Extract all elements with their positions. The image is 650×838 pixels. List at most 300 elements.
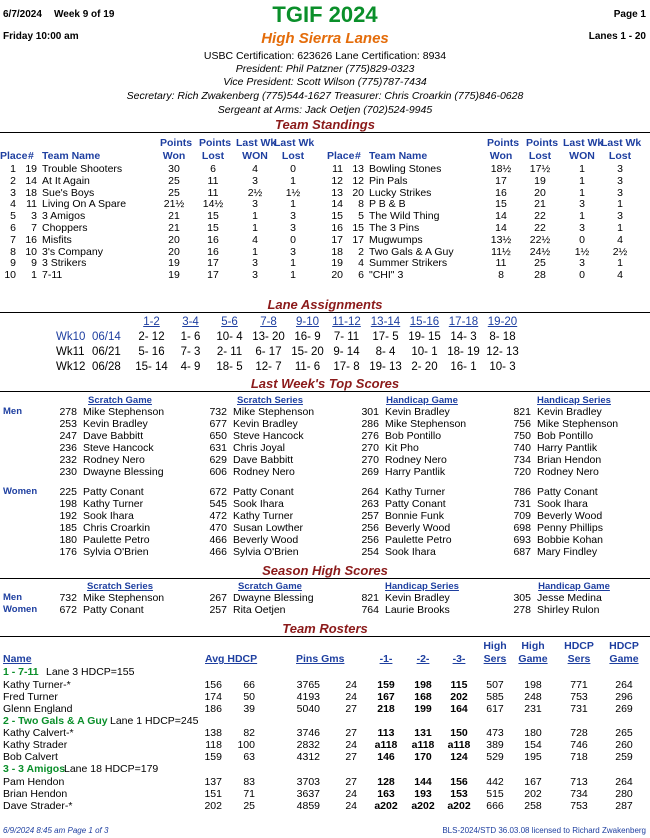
lane-matchup: 12- 13 [486, 346, 519, 358]
standing-lastwk-lost: 4 [617, 269, 623, 282]
roster-hdcp-game: 265 [615, 727, 633, 739]
col-points-won: Points [160, 137, 193, 149]
top-score-value: 176 [59, 546, 77, 558]
col-place: Place [0, 150, 28, 162]
top-score-value: 253 [59, 418, 77, 430]
top-score-value: 750 [513, 430, 531, 442]
lane-pair-header: 13-14 [370, 316, 401, 328]
standing-team-name: Bowling Stones [369, 163, 442, 175]
roster-game2: 198 [414, 678, 432, 691]
col-lastwk-lost: Last Wk [601, 137, 642, 149]
season-category: Handicap Game [538, 581, 610, 592]
roster-hdcp: 71 [243, 787, 255, 800]
standing-lastwk-won: 3 [579, 222, 585, 234]
top-score-value: 264 [361, 486, 379, 498]
roster-game3: 153 [450, 787, 468, 800]
top-score-value: 269 [361, 466, 379, 478]
top-score-bowler: Sylvia O'Brien [233, 546, 299, 558]
week-label: Week 9 of 19 [54, 9, 115, 20]
lane-matchup: 5- 16 [138, 346, 165, 358]
lane-pair-header: 17-18 [448, 316, 479, 328]
top-score-bowler: Sook Ihara [385, 546, 436, 558]
standing-lastwk-won: 3 [579, 198, 585, 211]
roster-player-name: Fred Turner [3, 690, 58, 703]
season-category: Scratch Series [86, 581, 153, 592]
col-hdcp-game: Game [609, 653, 639, 665]
roster-avg: 186 [204, 702, 222, 715]
top-score-value: 185 [59, 522, 77, 534]
roster-avg: 174 [204, 690, 222, 703]
roster-game1: 113 [377, 727, 395, 739]
roster-game1: 167 [377, 690, 395, 703]
standing-lastwk-won: 4 [252, 163, 258, 175]
standing-points-won: 15 [495, 198, 507, 211]
roster-team-info: Lane 18 HDCP=179 [64, 763, 159, 775]
standing-points-lost: 16 [207, 245, 219, 258]
standing-lastwk-won: 1½ [574, 245, 590, 258]
standing-lastwk-lost: 3 [617, 163, 623, 175]
top-score-bowler: Harry Pantlik [385, 466, 446, 478]
roster-pins: 5040 [296, 702, 320, 715]
standing-place: 18 [331, 245, 343, 258]
roster-games: 24 [345, 739, 357, 751]
roster-team-title: 3 - 3 Amigos [3, 763, 66, 775]
top-score-value: 734 [513, 454, 531, 466]
standing-team-name: Misfits [42, 233, 72, 246]
season-value: 732 [59, 592, 77, 604]
roster-game1: 163 [377, 787, 395, 800]
col-name: Name [3, 653, 32, 665]
vice-president: Vice President: Scott Wilson (775)787-7434 [223, 76, 427, 88]
lanes-range: Lanes 1 - 20 [588, 31, 646, 42]
standing-points-lost: 11 [207, 186, 219, 199]
lane-pair-header: 19-20 [487, 316, 518, 328]
roster-hdcp-series: 746 [570, 739, 588, 751]
standing-points-lost: 16 [207, 233, 219, 246]
standing-team-number: 15 [352, 222, 364, 234]
top-score-value: 732 [209, 406, 227, 418]
footer-print-date: 6/9/2024 8:45 am Page 1 of 3 [3, 826, 109, 835]
top-score-value: 756 [513, 418, 531, 430]
col-lastwk-won: WON [569, 150, 595, 162]
lane-pair-header: 9-10 [295, 316, 320, 328]
standing-points-won: 21½ [163, 198, 185, 211]
divider [0, 636, 650, 637]
lane-pair-header: 5-6 [221, 316, 238, 328]
col-lastwk-lost: Last Wk [274, 137, 315, 149]
top-score-bowler: Patty Conant [83, 486, 144, 498]
roster-high-game: 198 [524, 678, 542, 691]
roster-game2: 144 [414, 775, 432, 788]
top-score-bowler: Beverly Wood [233, 534, 299, 546]
top-score-bowler: Chris Joyal [233, 442, 285, 454]
section-team-rosters: Team Rosters [282, 621, 368, 636]
standing-team-name: P B & B [369, 198, 406, 211]
standing-place: 11 [332, 163, 343, 175]
top-score-bowler: Rodney Nero [233, 466, 295, 478]
standing-team-number: 7 [31, 222, 37, 234]
top-score-bowler: Harry Pantlik [537, 442, 598, 454]
sergeant-at-arms: Sergeant at Arms: Jack Oetjen (702)524-9945 [217, 104, 433, 116]
roster-high-series: 585 [486, 690, 504, 703]
col-game1: -1- [379, 653, 393, 665]
standing-lastwk-won: 3 [252, 198, 258, 211]
certification: USBC Certification: 623626 Lane Certification: 8934 [203, 50, 447, 62]
top-score-value: 698 [513, 522, 531, 534]
lane-pair-header: 11-12 [332, 316, 361, 328]
roster-game3: a118 [447, 739, 471, 751]
top-score-bowler: Patty Conant [385, 498, 446, 510]
top-score-bowler: Kevin Bradley [385, 406, 450, 418]
roster-games: 27 [345, 702, 357, 715]
top-score-value: 466 [209, 534, 227, 546]
top-score-category: Scratch Series [236, 395, 303, 406]
lane-pair-header: 7-8 [260, 316, 277, 328]
standing-points-won: 21 [168, 210, 180, 223]
roster-hdcp: 100 [237, 739, 255, 751]
standing-place: 4 [10, 198, 16, 211]
standing-team-number: 18 [25, 186, 37, 199]
standing-points-lost: 21 [534, 198, 546, 211]
standing-place: 13 [331, 186, 343, 199]
top-score-value: 254 [361, 546, 379, 558]
standing-team-number: 4 [358, 257, 364, 270]
lane-matchup: 12- 7 [255, 361, 282, 373]
season-value: 821 [361, 592, 379, 604]
standing-lastwk-lost: 3 [290, 222, 296, 234]
standing-place: 14 [331, 198, 343, 211]
lane-matchup: 19- 15 [408, 331, 441, 343]
roster-games: 27 [345, 727, 357, 739]
roster-high-series: 507 [486, 678, 504, 691]
col-avg-hdcp: Avg HDCP [205, 653, 258, 665]
standing-place: 16 [331, 222, 343, 234]
top-score-bowler: Kathy Turner [385, 486, 446, 498]
roster-hdcp: 66 [243, 678, 255, 691]
standing-points-won: 8 [498, 269, 504, 282]
standing-points-won: 20 [168, 245, 180, 258]
standing-lastwk-lost: 1 [617, 257, 623, 270]
standing-lastwk-won: 3 [252, 269, 258, 282]
standing-place: 7 [10, 233, 16, 246]
roster-game2: 168 [414, 690, 432, 703]
standing-points-lost: 22½ [529, 233, 551, 246]
col-lastwk-lost: Lost [281, 150, 305, 162]
standing-points-lost: 19 [534, 174, 546, 187]
top-score-bowler: Susan Lowther [233, 522, 304, 534]
top-score-bowler: Sook Ihara [537, 498, 588, 510]
lane-matchup: 16- 1 [450, 361, 477, 373]
lane-matchup: 19- 13 [369, 361, 402, 373]
top-score-value: 286 [361, 418, 379, 430]
roster-hdcp: 63 [243, 751, 255, 763]
roster-hdcp-series: 731 [570, 702, 588, 715]
lane-matchup: 10- 3 [489, 361, 516, 373]
standing-team-number: 14 [25, 174, 37, 187]
top-score-bowler: Rodney Nero [385, 454, 447, 466]
roster-player-name: Kathy Strader [3, 739, 68, 751]
standing-team-number: 6 [358, 269, 364, 282]
standing-points-lost: 17½ [529, 163, 551, 175]
roster-games: 27 [345, 775, 357, 788]
standing-team-number: 19 [25, 163, 37, 175]
standing-team-number: 9 [31, 257, 37, 270]
standing-points-lost: 24½ [529, 245, 551, 258]
standing-place: 8 [10, 245, 16, 258]
women-label: Women [3, 486, 38, 497]
standing-team-number: 1 [31, 269, 37, 282]
top-score-value: 198 [59, 498, 77, 510]
standing-team-number: 16 [25, 233, 37, 246]
col-points-won: Points [487, 137, 520, 149]
roster-hdcp-game: 264 [615, 775, 633, 788]
season-value: 764 [361, 604, 379, 616]
col-points-won: Won [162, 150, 186, 162]
top-score-value: 786 [513, 486, 531, 498]
top-score-category: Handicap Series [537, 395, 611, 406]
standing-team-name: Two Gals & A Guy [369, 245, 454, 258]
top-score-bowler: Paulette Petro [385, 534, 452, 546]
top-score-value: 180 [59, 534, 77, 546]
roster-game1: 159 [377, 678, 395, 691]
roster-hdcp: 83 [243, 775, 255, 788]
page-number: Page 1 [613, 9, 646, 20]
roster-games: 27 [345, 751, 357, 763]
top-score-bowler: Kit Pho [385, 442, 419, 454]
roster-game3: 115 [450, 678, 468, 691]
roster-hdcp-game: 296 [615, 690, 633, 703]
top-score-bowler: Patty Conant [233, 486, 294, 498]
col-pins-games: Pins Gms [296, 653, 345, 665]
top-score-bowler: Beverly Wood [537, 510, 603, 522]
roster-high-game: 248 [524, 690, 542, 703]
col-team-name: Team Name [42, 150, 101, 162]
top-score-value: 257 [361, 510, 379, 522]
roster-avg: 138 [204, 727, 222, 739]
roster-game2: 170 [414, 751, 432, 763]
standing-lastwk-won: 1 [579, 186, 585, 199]
roster-team-info: Lane 3 HDCP=155 [46, 666, 135, 678]
roster-hdcp-series: 713 [570, 775, 588, 788]
standing-points-lost: 15 [207, 210, 219, 223]
roster-high-game: 180 [524, 727, 542, 739]
top-score-bowler: Beverly Wood [385, 522, 451, 534]
season-bowler: Mike Stephenson [83, 592, 165, 604]
roster-pins: 4312 [296, 751, 320, 763]
standing-team-number: 5 [358, 210, 364, 223]
lane-matchup: 8- 4 [375, 346, 396, 358]
standing-team-number: 2 [358, 245, 364, 258]
roster-player-name: Kathy Turner-* [3, 678, 71, 691]
standing-lastwk-lost: 1 [290, 174, 296, 187]
standing-team-name: Living On A Spare [42, 198, 127, 211]
standing-place: 10 [4, 269, 16, 282]
top-score-value: 270 [361, 454, 379, 466]
roster-high-game: 195 [524, 751, 542, 763]
lane-week: Wk12 [56, 361, 86, 373]
top-score-bowler: Sylvia O'Brien [83, 546, 149, 558]
roster-game2: a118 [411, 739, 435, 751]
standing-team-name: The Wild Thing [369, 210, 440, 223]
roster-hdcp-game: 287 [615, 799, 633, 812]
roster-team-info: Lane 1 HDCP=245 [110, 714, 199, 727]
season-category: Handicap Series [385, 581, 459, 592]
roster-pins: 3637 [296, 787, 320, 800]
col-lastwk-lost: Lost [608, 150, 632, 162]
col-points-lost: Lost [528, 150, 552, 162]
roster-player-name: Pam Hendon [3, 775, 65, 788]
standing-points-won: 13½ [490, 233, 512, 246]
roster-hdcp-series: 753 [570, 690, 588, 703]
standing-points-won: 25 [168, 186, 180, 199]
roster-games: 24 [345, 678, 357, 691]
top-score-value: 650 [209, 430, 227, 442]
lane-matchup: 10- 1 [411, 346, 438, 358]
standing-points-lost: 25 [534, 257, 546, 270]
roster-game3: 164 [450, 702, 468, 715]
standing-team-name: Pin Pals [369, 174, 408, 187]
roster-team-title: 1 - 7-11 [3, 666, 39, 678]
season-women-label: Women [3, 604, 38, 615]
season-value: 278 [513, 604, 531, 616]
season-value: 672 [59, 604, 77, 616]
standing-points-won: 11 [495, 257, 507, 270]
footer-license: BLS-2024/STD 36.03.08 licensed to Richard Zwakenberg [442, 826, 646, 835]
roster-player-name: Kathy Calvert-* [3, 727, 74, 739]
standing-place: 3 [10, 186, 16, 199]
top-score-bowler: Patty Conant [537, 486, 598, 498]
lane-matchup: 2- 11 [216, 346, 243, 358]
top-score-value: 256 [361, 534, 379, 546]
standing-lastwk-won: 4 [252, 233, 258, 246]
col-hdcp-series: Sers [567, 653, 591, 665]
season-bowler: Kevin Bradley [385, 592, 450, 604]
col-hdcp-series: HDCP [564, 640, 594, 652]
lane-week: Wk11 [56, 346, 85, 358]
section-top-scores: Last Week's Top Scores [250, 376, 400, 391]
top-score-value: 606 [209, 466, 227, 478]
standing-lastwk-lost: 3 [617, 174, 623, 187]
season-value: 305 [513, 592, 531, 604]
season-bowler: Rita Oetjen [233, 604, 286, 616]
top-score-value: 693 [513, 534, 531, 546]
roster-game3: 202 [450, 690, 468, 703]
lane-week-date: 06/14 [92, 331, 121, 343]
roster-pins: 4193 [296, 690, 320, 703]
top-score-value: 236 [59, 442, 77, 454]
standing-points-won: 19 [168, 269, 180, 282]
standing-lastwk-lost: 1½ [285, 186, 301, 199]
top-score-category: Handicap Game [386, 395, 458, 406]
standing-lastwk-won: 2½ [247, 186, 263, 199]
top-score-bowler: Bonnie Funk [385, 510, 444, 522]
day-time: Friday 10:00 am [3, 31, 79, 42]
roster-high-game: 258 [524, 799, 542, 812]
roster-player-name: Glenn England [3, 702, 73, 715]
top-score-value: 687 [513, 546, 531, 558]
roster-game2: a202 [411, 799, 435, 812]
roster-player-name: Bob Calvert [3, 751, 58, 763]
roster-games: 24 [345, 799, 357, 812]
roster-hdcp: 25 [243, 799, 255, 812]
lane-matchup: 9- 14 [333, 346, 360, 358]
standing-points-won: 20 [168, 233, 180, 246]
roster-hdcp: 50 [243, 690, 255, 703]
season-bowler: Dwayne Blessing [233, 592, 314, 604]
standing-team-number: 13 [352, 163, 364, 175]
standing-lastwk-won: 1 [579, 174, 585, 187]
col-game3: -3- [452, 653, 466, 665]
standing-team-name: Choppers [42, 222, 88, 234]
secretary-treasurer: Secretary: Rich Zwakenberg (775)544-1627 Treasurer: Chris Croarkin (775)846-0628 [126, 90, 524, 102]
col-lastwk-won: WON [242, 150, 268, 162]
col-game2: -2- [416, 653, 430, 665]
lane-matchup: 18- 19 [447, 346, 480, 358]
standing-place: 9 [10, 257, 16, 270]
standing-points-won: 30 [168, 163, 180, 175]
lane-matchup: 16- 9 [294, 331, 321, 343]
divider [0, 132, 650, 133]
standing-team-name: 3 Amigos [42, 210, 86, 223]
top-score-value: 466 [209, 546, 227, 558]
roster-pins: 3765 [296, 678, 320, 691]
col-points-won: Won [489, 150, 513, 162]
roster-hdcp-series: 753 [570, 799, 588, 812]
top-score-bowler: Dave Babbitt [83, 430, 144, 442]
top-score-value: 545 [209, 498, 227, 510]
top-score-bowler: Kevin Bradley [83, 418, 148, 430]
standing-place: 12 [331, 174, 343, 187]
lane-matchup: 11- 6 [294, 361, 321, 373]
president: President: Phil Patzner (775)829-0323 [235, 63, 415, 75]
lane-matchup: 10- 4 [216, 331, 243, 343]
lane-week: Wk10 [56, 331, 86, 343]
roster-hdcp-series: 771 [570, 678, 588, 691]
col-points-lost: Lost [201, 150, 225, 162]
divider [0, 578, 650, 579]
roster-hdcp-series: 734 [570, 787, 588, 800]
lane-matchup: 8- 18 [489, 331, 516, 343]
standing-place: 15 [331, 210, 343, 223]
col-number: # [28, 150, 34, 162]
roster-avg: 151 [204, 787, 222, 800]
standing-team-number: 20 [352, 186, 364, 199]
lane-matchup: 6- 17 [255, 346, 282, 358]
roster-game3: 150 [450, 727, 468, 739]
col-high-game: Game [518, 653, 548, 665]
col-points-lost: Points [526, 137, 559, 149]
standing-team-number: 12 [352, 174, 364, 187]
lane-matchup: 18- 5 [216, 361, 243, 373]
standing-team-name: The 3 Pins [369, 222, 420, 234]
top-score-bowler: Bob Pontillo [385, 430, 442, 442]
standing-place: 17 [331, 233, 343, 246]
roster-pins: 4859 [296, 799, 320, 812]
top-score-bowler: Kevin Bradley [537, 406, 602, 418]
roster-high-series: 529 [486, 751, 504, 763]
standing-lastwk-won: 1 [579, 163, 585, 175]
lane-matchup: 14- 3 [450, 331, 477, 343]
top-score-bowler: Sook Ihara [83, 510, 134, 522]
roster-hdcp-game: 260 [615, 739, 633, 751]
top-score-bowler: Steve Hancock [83, 442, 154, 454]
divider [0, 312, 650, 313]
top-score-bowler: Kathy Turner [233, 510, 294, 522]
standing-team-number: 10 [25, 245, 37, 258]
roster-game3: 156 [450, 775, 468, 788]
roster-game1: 218 [377, 702, 395, 715]
roster-hdcp: 82 [243, 727, 255, 739]
